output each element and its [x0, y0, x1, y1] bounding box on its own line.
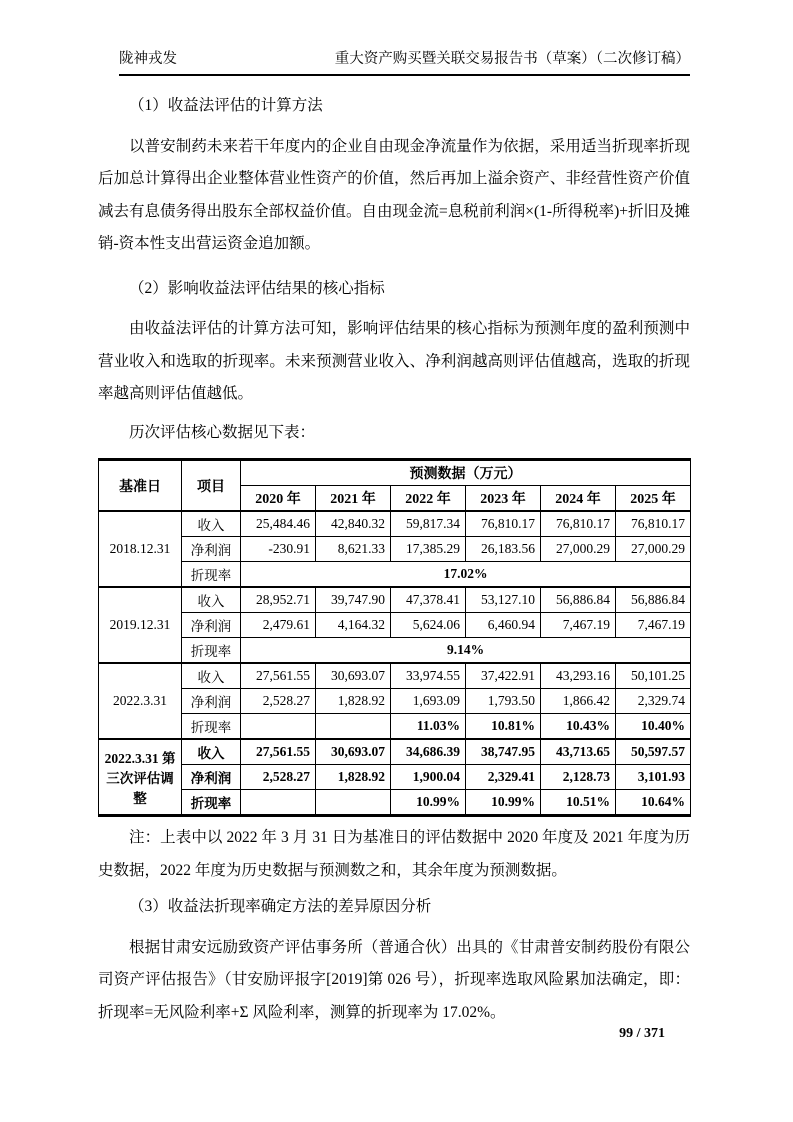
discount-rate-value: 10.99%	[466, 790, 541, 816]
net-profit-value: 17,385.29	[391, 537, 466, 562]
revenue-value: 42,840.32	[316, 511, 391, 537]
revenue-value: 56,886.84	[616, 587, 691, 613]
row-label-revenue: 收入	[182, 663, 241, 689]
col-header-year-2020: 2020 年	[241, 486, 316, 512]
heading-discount-rate-analysis: （3）收益法折现率确定方法的差异原因分析	[129, 898, 432, 915]
page-content	[98, 0, 690, 1029]
base-date-cell: 2018.12.31	[99, 511, 182, 587]
table-note: 注：上表中以 2022 年 3 月 31 日为基准日的评估数据中 2020 年度及 2021 年度为历史数据，2022 年度为历史数据与预测数之和，其余年度为预测数据。	[98, 829, 690, 879]
header-right-title: 重大资产购买暨关联交易报告书（草案）（二次修订稿）	[334, 51, 690, 67]
row-label-discount-rate: 折现率	[182, 714, 241, 740]
discount-rate-value: 10.51%	[541, 790, 616, 816]
discount-rate-empty	[316, 790, 391, 816]
revenue-value: 34,686.39	[391, 739, 466, 765]
revenue-value: 33,974.55	[391, 663, 466, 689]
discount-rate-value: 10.40%	[616, 714, 691, 740]
net-profit-value: -230.91	[241, 537, 316, 562]
heading-core-indicators: （2）影响收益法评估结果的核心指标	[129, 279, 385, 297]
table-header-row	[99, 460, 691, 486]
row-label-net-profit: 净利润	[182, 613, 241, 638]
discount-rate-empty	[241, 790, 316, 816]
net-profit-value: 2,528.27	[241, 765, 316, 790]
net-profit-value: 2,479.61	[241, 613, 316, 638]
valuation-history-table	[98, 458, 691, 817]
net-profit-value: 1,900.04	[391, 765, 466, 790]
row-label-revenue: 收入	[182, 511, 241, 537]
revenue-value: 47,378.41	[391, 587, 466, 613]
base-date-cell: 2022.3.31	[99, 663, 182, 739]
revenue-value: 53,127.10	[466, 587, 541, 613]
revenue-value: 37,422.91	[466, 663, 541, 689]
discount-rate-value: 10.43%	[541, 714, 616, 740]
revenue-value: 59,817.34	[391, 511, 466, 537]
table-row	[99, 638, 691, 664]
revenue-value: 39,747.90	[316, 587, 391, 613]
net-profit-value: 7,467.19	[541, 613, 616, 638]
net-profit-value: 3,101.93	[616, 765, 691, 790]
net-profit-value: 8,621.33	[316, 537, 391, 562]
heading-income-method: （1）收益法评估的计算方法	[129, 97, 323, 114]
col-header-year-2025: 2025 年	[616, 486, 691, 512]
discount-rate-value: 11.03%	[391, 714, 466, 740]
row-label-discount-rate: 折现率	[182, 790, 241, 816]
table-row	[99, 511, 691, 537]
discount-rate-empty	[316, 714, 391, 740]
net-profit-value: 26,183.56	[466, 537, 541, 562]
row-label-net-profit: 净利润	[182, 689, 241, 714]
revenue-value: 43,293.16	[541, 663, 616, 689]
net-profit-value: 5,624.06	[391, 613, 466, 638]
table-row	[99, 714, 691, 740]
discount-rate-value: 10.81%	[466, 714, 541, 740]
table-intro: 历次评估核心数据见下表：	[129, 423, 316, 441]
col-header-year-2021: 2021 年	[316, 486, 391, 512]
table-row	[99, 587, 691, 613]
base-date-cell: 2022.3.31 第三次评估调整	[99, 739, 182, 816]
table-row	[99, 613, 691, 638]
net-profit-value: 27,000.29	[541, 537, 616, 562]
paragraph-core-indicators: 由收益法评估的计算方法可知，影响评估结果的核心指标为预测年度的盈利预测中营业收入和选取的折现率。未来预测营业收入、净利润越高则评估值越高，选取的折现率越高则评估值越低。	[98, 320, 690, 402]
net-profit-value: 2,329.41	[466, 765, 541, 790]
revenue-value: 56,886.84	[541, 587, 616, 613]
row-label-net-profit: 净利润	[182, 537, 241, 562]
row-label-discount-rate: 折现率	[182, 638, 241, 664]
row-label-revenue: 收入	[182, 739, 241, 765]
net-profit-value: 27,000.29	[616, 537, 691, 562]
revenue-value: 27,561.55	[241, 663, 316, 689]
net-profit-value: 2,528.27	[241, 689, 316, 714]
net-profit-value: 2,329.74	[616, 689, 691, 714]
header-left-title: 陇神戎发	[119, 51, 177, 67]
revenue-value: 28,952.71	[241, 587, 316, 613]
revenue-value: 50,101.25	[616, 663, 691, 689]
col-header-base-date: 基准日	[99, 460, 182, 512]
table-row	[99, 790, 691, 816]
base-date-cell: 2019.12.31	[99, 587, 182, 663]
revenue-value: 76,810.17	[616, 511, 691, 537]
net-profit-value: 6,460.94	[466, 613, 541, 638]
net-profit-value: 4,164.32	[316, 613, 391, 638]
table-row	[99, 537, 691, 562]
page-header	[119, 0, 690, 76]
col-header-year-2024: 2024 年	[541, 486, 616, 512]
net-profit-value: 1,828.92	[316, 765, 391, 790]
col-header-year-2023: 2023 年	[466, 486, 541, 512]
revenue-value: 30,693.07	[316, 739, 391, 765]
discount-rate-value: 17.02%	[241, 562, 691, 588]
revenue-value: 76,810.17	[541, 511, 616, 537]
revenue-value: 27,561.55	[241, 739, 316, 765]
paragraph-discount-rate-analysis: 根据甘肃安远励致资产评估事务所（普通合伙）出具的《甘肃普安制药股份有限公司资产评估报告》（甘安励评报字[2019]第 026 号），折现率选取风险累加法确定，即：折现率=无风险利率+Σ 风险利率，测算的折现率为 17.02%。	[98, 938, 690, 1021]
revenue-value: 30,693.07	[316, 663, 391, 689]
col-header-year-2022: 2022 年	[391, 486, 466, 512]
table-row	[99, 689, 691, 714]
row-label-net-profit: 净利润	[182, 765, 241, 790]
discount-rate-empty	[241, 714, 316, 740]
col-header-item: 项目	[182, 460, 241, 512]
net-profit-value: 1,828.92	[316, 689, 391, 714]
col-header-forecast-title: 预测数据（万元）	[241, 460, 691, 486]
paragraph-income-method: 以普安制药未来若干年度内的企业自由现金净流量作为依据，采用适当折现率折现后加总计算得出企业整体营业性资产的价值，然后再加上溢余资产、非经营性资产价值减去有息债务得出股东全部权益价值。自由现金流=息税前利润×(1-所得税率)+折旧及摊销-资本性支出营运资金追加额。	[98, 137, 690, 252]
revenue-value: 38,747.95	[466, 739, 541, 765]
revenue-value: 50,597.57	[616, 739, 691, 765]
net-profit-value: 1,693.09	[391, 689, 466, 714]
discount-rate-value: 10.99%	[391, 790, 466, 816]
net-profit-value: 1,866.42	[541, 689, 616, 714]
net-profit-value: 7,467.19	[616, 613, 691, 638]
row-label-discount-rate: 折现率	[182, 562, 241, 588]
net-profit-value: 1,793.50	[466, 689, 541, 714]
discount-rate-value: 9.14%	[241, 638, 691, 664]
revenue-value: 25,484.46	[241, 511, 316, 537]
page-number: 99 / 371	[619, 1026, 665, 1041]
discount-rate-value: 10.64%	[616, 790, 691, 816]
table-row	[99, 663, 691, 689]
table-row	[99, 765, 691, 790]
row-label-revenue: 收入	[182, 587, 241, 613]
revenue-value: 43,713.65	[541, 739, 616, 765]
table-row	[99, 739, 691, 765]
net-profit-value: 2,128.73	[541, 765, 616, 790]
revenue-value: 76,810.17	[466, 511, 541, 537]
table-row	[99, 562, 691, 588]
